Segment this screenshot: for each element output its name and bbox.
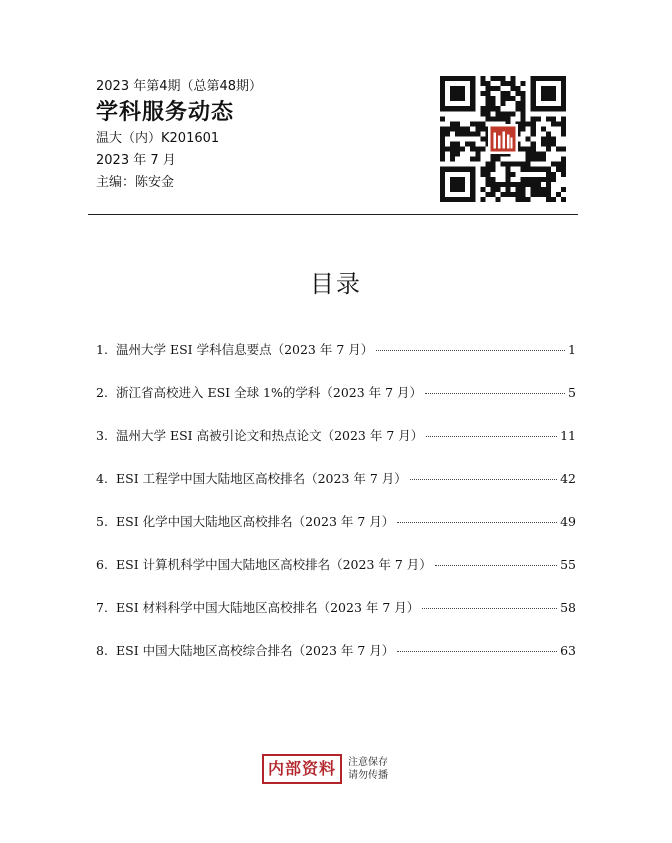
toc-entry-page: 5: [568, 385, 576, 400]
header-divider: [88, 214, 578, 215]
toc-leader-dots: [376, 350, 565, 351]
toc-entry-number: 7.: [96, 600, 108, 615]
toc-leader-dots: [425, 393, 565, 394]
toc-entry-page: 49: [560, 514, 576, 529]
toc-entry-title: ESI 中国大陆地区高校综合排名（2023 年 7 月）: [116, 643, 395, 658]
toc-entry-number: 8.: [96, 643, 108, 658]
toc-leader-dots: [410, 479, 557, 480]
toc-entry-page: 1: [568, 342, 576, 357]
toc-entry-page: 42: [560, 471, 576, 486]
toc-entry-title: ESI 材料科学中国大陆地区高校排名（2023 年 7 月）: [116, 600, 420, 615]
toc-entry-title: 温州大学 ESI 学科信息要点（2023 年 7 月）: [116, 342, 374, 357]
toc-entry-page: 55: [560, 557, 576, 572]
toc-entry-title: 浙江省高校进入 ESI 全球 1%的学科（2023 年 7 月）: [116, 385, 423, 400]
toc-entry-number: 4.: [96, 471, 108, 486]
toc-entry-page: 11: [560, 428, 576, 443]
toc-title: 目录: [310, 270, 362, 298]
toc-entry[interactable]: [96, 555, 576, 598]
toc-entry-title: 温州大学 ESI 高被引论文和热点论文（2023 年 7 月）: [116, 428, 424, 443]
toc-entry[interactable]: [96, 469, 576, 512]
editor-in-chief: 主编：陈安金: [96, 175, 175, 190]
notice-line-2: 请勿传播: [348, 770, 389, 781]
table-of-contents: [96, 340, 576, 684]
toc-entry[interactable]: [96, 512, 576, 555]
toc-leader-dots: [426, 436, 557, 437]
qr-code-icon: [440, 76, 566, 202]
toc-leader-dots: [435, 565, 557, 566]
toc-entry-number: 5.: [96, 514, 108, 529]
toc-entry-title: ESI 工程学中国大陆地区高校排名（2023 年 7 月）: [116, 471, 407, 486]
masthead: [96, 78, 456, 194]
toc-entry-number: 1.: [96, 342, 108, 357]
toc-entry-page: 63: [560, 643, 576, 658]
toc-entry[interactable]: [96, 641, 576, 684]
toc-entry-number: 3.: [96, 428, 108, 443]
toc-leader-dots: [397, 522, 557, 523]
toc-leader-dots: [422, 608, 557, 609]
notice-line-1: 注意保存: [348, 757, 389, 768]
toc-leader-dots: [397, 651, 557, 652]
toc-entry-number: 6.: [96, 557, 108, 572]
toc-entry[interactable]: [96, 426, 576, 469]
toc-entry-page: 58: [560, 600, 576, 615]
footer-notice: [262, 754, 388, 784]
toc-entry[interactable]: [96, 598, 576, 641]
internal-material-stamp: 内部资料: [262, 754, 342, 784]
distribution-notice: [348, 756, 388, 782]
journal-title: 学科服务动态: [96, 100, 235, 125]
publication-date: 2023 年 7 月: [96, 153, 176, 168]
serial-number: 温大（内）K201601: [96, 131, 220, 146]
toc-entry-number: 2.: [96, 385, 108, 400]
toc-entry-title: ESI 计算机科学中国大陆地区高校排名（2023 年 7 月）: [116, 557, 432, 572]
toc-entry[interactable]: [96, 340, 576, 383]
toc-entry[interactable]: [96, 383, 576, 426]
toc-entry-title: ESI 化学中国大陆地区高校排名（2023 年 7 月）: [116, 514, 395, 529]
issue-number: 2023 年第4期（总第48期）: [96, 79, 263, 94]
